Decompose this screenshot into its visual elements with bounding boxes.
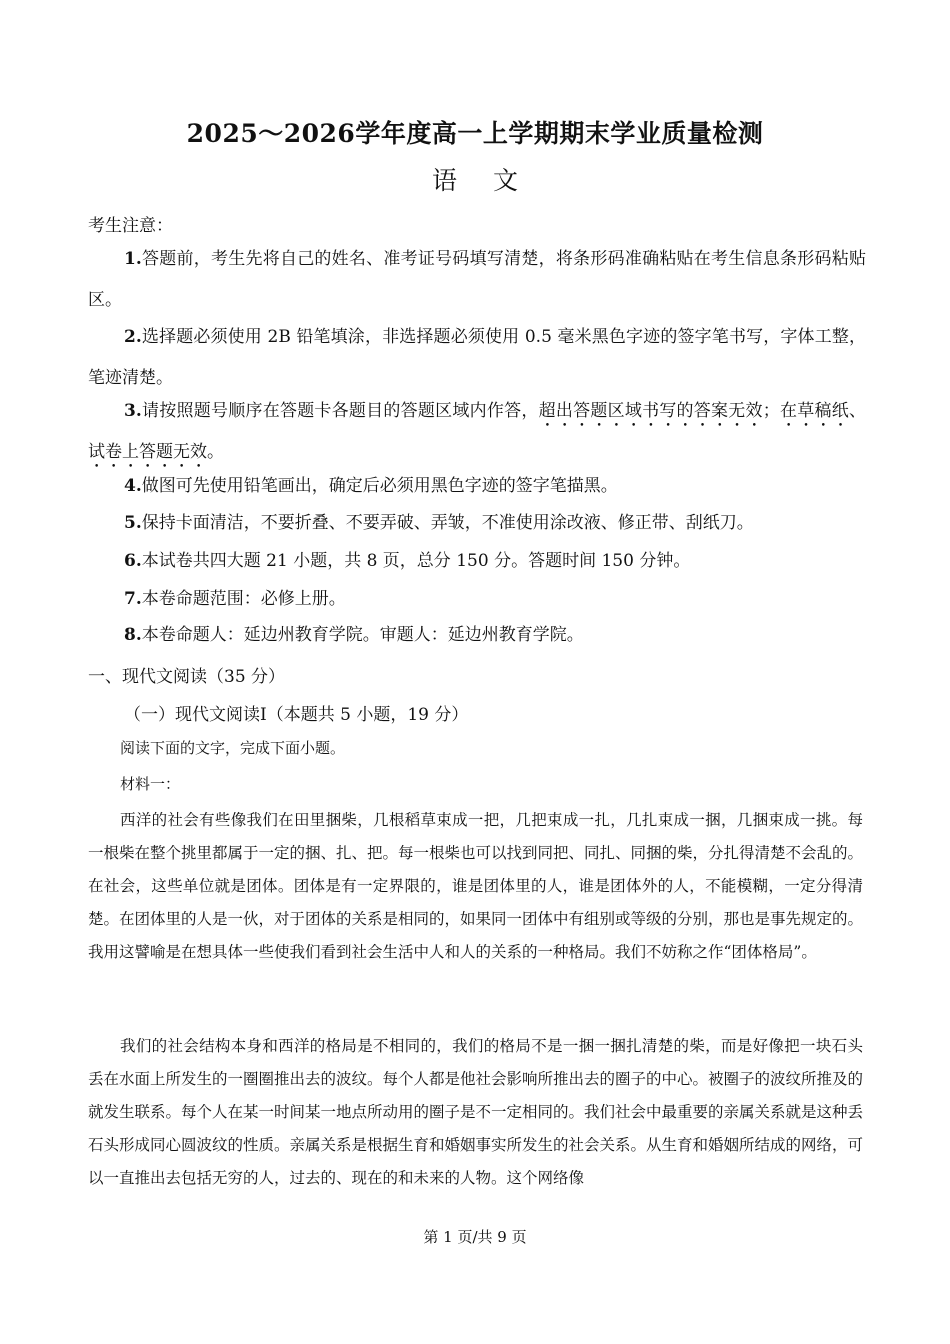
notice-item — [88, 541, 866, 582]
notice-item — [88, 615, 866, 656]
notice-text: 本卷命题范围：必修上册。 — [141, 589, 346, 609]
notice-item — [88, 239, 866, 321]
notice-item — [88, 503, 866, 544]
notice-text: 本试卷共四大题 21 小题，共 8 页，总分 150 分。答题时间 150 分钟。 — [141, 551, 691, 571]
subsection-heading: （一）现代文阅读Ⅰ（本题共 5 小题，19 分） — [124, 705, 469, 725]
exam-title: 2025～2026学年度高一上学期期末学业质量检测 — [186, 119, 764, 148]
reading-instruction: 阅读下面的文字，完成下面小题。 — [120, 739, 346, 757]
subject-char: 文 — [493, 166, 519, 195]
notice-number: 4. — [124, 476, 142, 496]
notice-text: 请按照题号顺序在答题卡各题目的答题区域内作答， — [141, 401, 539, 421]
notice-number: 7. — [124, 589, 142, 609]
material-label: 材料一： — [120, 775, 181, 793]
notice-item — [88, 317, 866, 399]
body-paragraph: 我们的社会结构本身和西洋的格局是不相同的，我们的格局不是一捆一捆扎清楚的柴，而是好像把一块石头丢在水面上所发生的一圈圈推出去的波纹。每个人都是他社会影响所推出去的圈子的中心。被圈子的波纹所推及的就发生联系。每个人在某一时间某一地点所动用的圈子是不一定相同的。我们社会中最重要的亲属关系就是这种丢石头形成同心圆波纹的性质。亲属关系是根据生育和婚姻事实所发生的社会关系。从生育和婚姻所结成的网络，可以一直推出去包括无穷的人，过去的、现在的和未来的人物。这个网络像 — [88, 1037, 864, 1187]
page-footer: 第 1 页/共 9 页 — [423, 1228, 527, 1246]
subject-title — [0, 161, 950, 197]
notice-number: 5. — [124, 513, 142, 533]
notice-text: 。 — [207, 442, 224, 462]
notice-text: 答题前，考生先将自己的姓名、准考证号码填写清楚，将条形码准确粘贴在考生信息条形码粘贴区。 — [88, 249, 866, 310]
notice-text: 本卷命题人：延边州教育学院。审题人：延边州教育学院。 — [141, 625, 584, 645]
subject-char: 语 — [431, 166, 457, 195]
notice-number: 6. — [124, 551, 142, 571]
notice-number: 1. — [124, 249, 142, 269]
notice-heading: 考生注意： — [88, 216, 173, 236]
notice-number: 2. — [124, 327, 142, 347]
notice-number: 3. — [124, 401, 142, 421]
section-heading: 一、现代文阅读（35 分） — [88, 667, 286, 687]
notice-text: 做图可先使用铅笔画出，确定后必须用黑色字迹的签字笔描黑。 — [141, 476, 618, 496]
notice-item — [88, 579, 866, 620]
notice-number: 8. — [124, 625, 142, 645]
notice-text: 保持卡面清洁，不要折叠、不要弄破、弄皱，不准使用涂改液、修正带、刮纸刀。 — [141, 513, 754, 533]
notice-item — [88, 391, 866, 473]
body-paragraph: 西洋的社会有些像我们在田里捆柴，几根稻草束成一把，几把束成一扎，几扎束成一捆，几捆束成一挑。每一根柴在整个挑里都属于一定的捆、扎、把。每一根柴也可以找到同把、同扎、同捆的柴，分扎得清楚不会乱的。在社会，这些单位就是团体。团体是有一定界限的，谁是团体里的人，谁是团体外的人，不能模糊，一定分得清楚。在团体里的人是一伙，对于团体的关系是相同的，如果同一团体中有组别或等级的分别，那也是事先规定的。我用这譬喻是在想具体一些使我们看到社会生活中人和人的关系的一种格局。我们不妨称之作“团体格局”。 — [88, 811, 864, 961]
notice-item — [88, 466, 866, 507]
emphasized-text: 超出答题区域书写的答案无效；在草稿纸、试卷上答题无效 — [88, 401, 867, 462]
notice-text: 选择题必须使用 2B 铅笔填涂，非选择题必须使用 0.5 毫米黑色字迹的签字笔书写，字体工整，笔迹清楚。 — [88, 327, 866, 388]
